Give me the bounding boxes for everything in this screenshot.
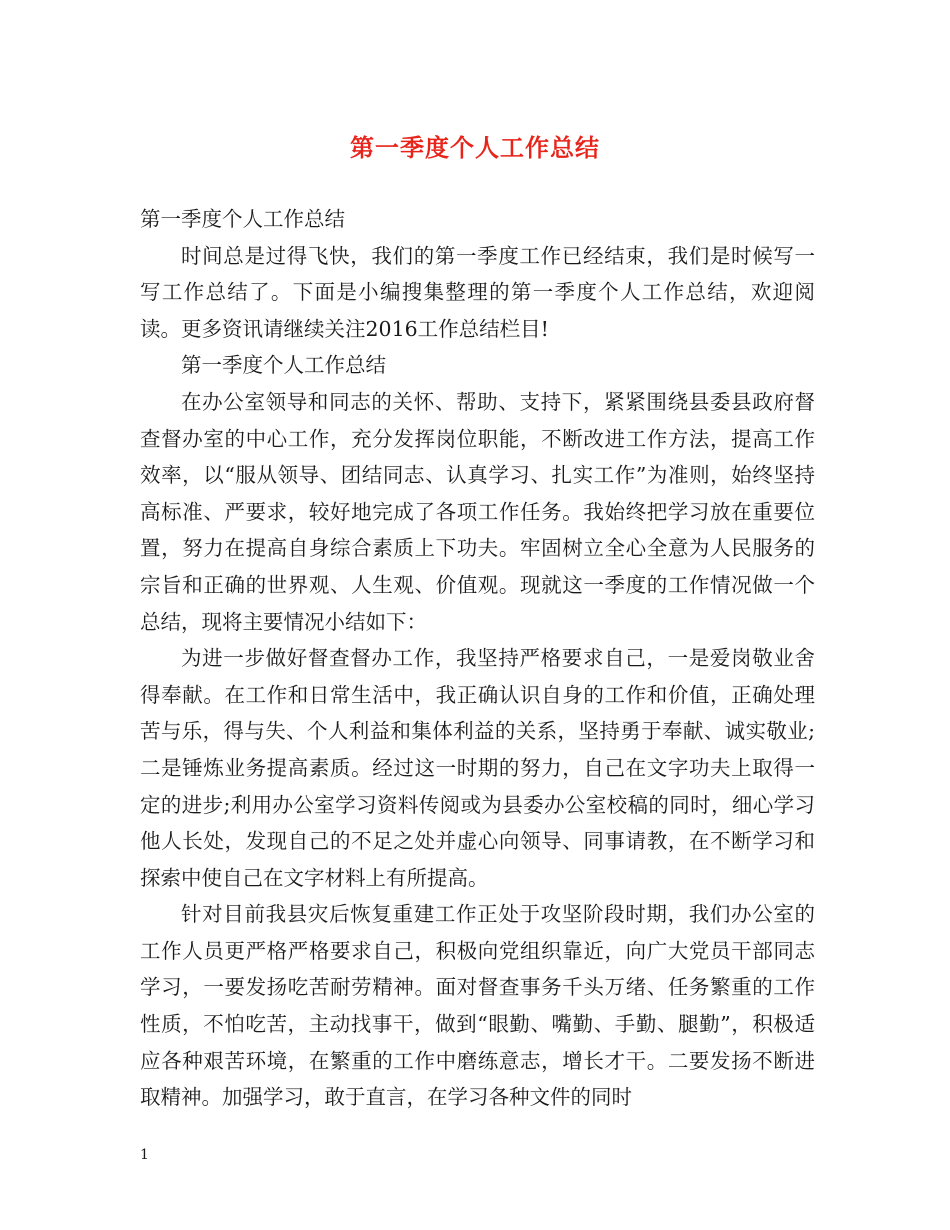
paragraph-reconstruction-work: 针对目前我县灾后恢复重建工作正处于攻坚阶段时期，我们办公室的工作人员更严格严格要求自己，积极向党组织靠近，向广大党员干部同志学习，一要发扬吃苦耐劳精神。面对督查事务千头万绪、任务繁重的工作性质，不怕吃苦，主动找事干，做到“眼勤、嘴勤、手勤、腿勤”，积极适应各种艰苦环境，在繁重的工作中磨练意志，增长才干。二要发扬不断进取精神。加强学习，敢于直言，在学习各种文件的同时: [140, 902, 815, 1110]
page-number: 1: [140, 1147, 149, 1163]
section-heading-first-quarter-summary: 第一季度个人工作总结: [140, 207, 345, 231]
paragraph-introduction: 时间总是过得飞快，我们的第一季度工作已经结束，我们是时候写一写工作总结了。下面是小编搜集整理的第一季度个人工作总结，欢迎阅读。更多资讯请继续关注2016工作总结栏目!: [140, 243, 815, 341]
document-body: [140, 201, 815, 1116]
paragraph-subheading: 第一季度个人工作总结: [181, 353, 386, 378]
document-title: 第一季度个人工作总结: [350, 133, 600, 162]
paragraph-supervision-work: 为进一步做好督查督办工作，我坚持严格要求自己，一是爱岗敬业舍得奉献。在工作和日常生活中，我正确认识自身的工作和价值，正确处理苦与乐，得与失、个人利益和集体利益的关系，坚持勇于奉献、诚实敬业;二是锤炼业务提高素质。经过这一时期的努力，自己在文字功夫上取得一定的进步;利用办公室学习资料传阅或为县委办公室校稿的同时，细心学习他人长处，发现自己的不足之处并虚心向领导、同事请教，在不断学习和探索中使自己在文字材料上有所提高。: [140, 646, 815, 890]
paragraph-work-overview: 在办公室领导和同志的关怀、帮助、支持下，紧紧围绕县委县政府督查督办室的中心工作，充分发挥岗位职能，不断改进工作方法，提高工作效率，以“服从领导、团结同志、认真学习、扎实工作”为准则，始终坚持高标准、严要求，较好地完成了各项工作任务。我始终把学习放在重要位置，努力在提高自身综合素质上下功夫。牢固树立全心全意为人民服务的宗旨和正确的世界观、人生观、价值观。现就这一季度的工作情况做一个总结，现将主要情况小结如下：: [140, 389, 815, 634]
